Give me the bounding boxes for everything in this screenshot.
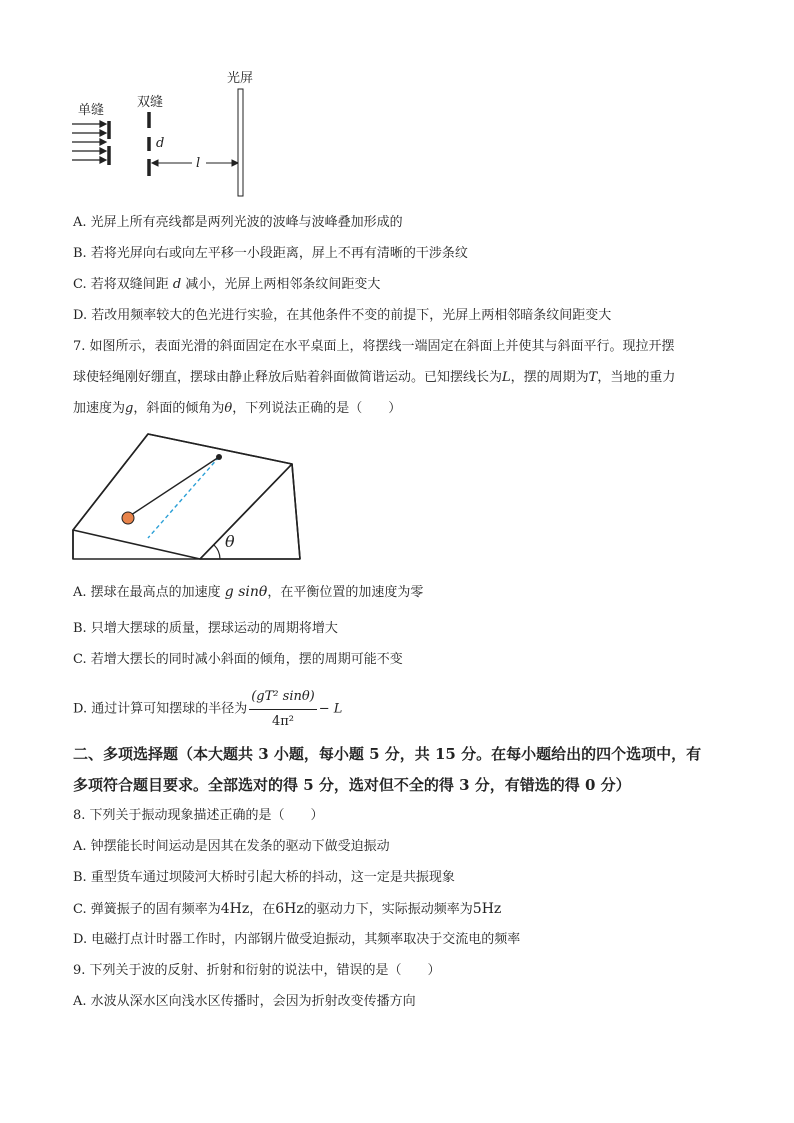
double-slit-figure — [70, 66, 270, 201]
q6-option-c — [73, 276, 380, 294]
single-slit-label: 单缝 — [78, 103, 105, 118]
q6-option-c-tail: 减小，光屏上两相邻条纹间距变大 — [185, 277, 381, 292]
q6-option-c-var: d — [172, 277, 182, 292]
q8-option-c-mid2: 的驱动力下，实际振动频率为 — [303, 902, 473, 917]
q9-option-a: A. 水波从深水区向浅水区传播时，会因为折射改变传播方向 — [73, 994, 416, 1009]
q6-option-b: B. 若将光屏向右或向左平移一小段距离，屏上不再有清晰的干涉条纹 — [73, 246, 468, 261]
q7-stem-line3-text: 加速度为 — [73, 401, 126, 416]
pivot-point — [216, 454, 222, 460]
theta-angle-arc — [214, 545, 220, 559]
pendulum-string — [128, 457, 219, 517]
q8-option-c-mid: ，在 — [249, 902, 276, 917]
light-screen — [238, 89, 243, 196]
fraction-numerator: (gT² sinθ) — [249, 686, 317, 710]
q7-option-a — [73, 583, 423, 602]
q8-freq-3: 5Hz — [472, 901, 502, 917]
q9-stem: 9. 下列关于波的反射、折射和衍射的说法中，错误的是（ ） — [73, 963, 441, 978]
q7-option-b: B. 只增大摆球的质量，摆球运动的周期将增大 — [73, 621, 338, 636]
q7-option-d-pre: D. 通过计算可知摆球的半径为 — [73, 701, 248, 717]
q7-option-d-post: − L — [318, 701, 343, 717]
q7-option-d — [73, 686, 342, 733]
screen-label: 光屏 — [227, 71, 254, 86]
q7-option-a-math: g sinθ — [224, 584, 268, 600]
q8-option-b: B. 重型货车通过坝陵河大桥时引起大桥的抖动，这一定是共振现象 — [73, 870, 455, 885]
d-label: d — [156, 136, 165, 151]
section2-heading-line1: 二、多项选择题（本大题共 3 小题，每小题 5 分，共 15 分。在每小题给出的四个选项中，有 — [73, 745, 702, 763]
section2-heading-line2: 多项符合题目要求。全部选对的得 5 分，选对但不全的得 3 分，有错选的得 0 分） — [73, 776, 631, 794]
q8-option-c-pre: C. 弹簧振子的固有频率为 — [73, 902, 221, 917]
q6-option-c-text: C. 若将双缝间距 — [73, 277, 169, 292]
q7-var-T: T — [588, 370, 598, 385]
q7-stem-line3-end: ，下列说法正确的是（ ） — [232, 401, 402, 416]
q8-option-c — [73, 900, 501, 919]
q7-stem-line3 — [73, 400, 401, 418]
double-slit-label: 双缝 — [137, 95, 164, 110]
q7-stem-line1: 7. 如图所示，表面光滑的斜面固定在水平桌面上，将摆线一端固定在斜面上并使其与斜面平行。现拉开摆 — [73, 339, 675, 354]
q8-option-a: A. 钟摆能长时间运动是因其在发条的驱动下做受迫振动 — [73, 839, 390, 854]
theta-label: θ — [225, 532, 235, 551]
q7-stem-line2 — [73, 369, 675, 387]
incline-pendulum-figure — [70, 428, 310, 563]
q7-stem-line2-text: 球使轻绳刚好绷直，摆球由静止释放后贴着斜面做简谐运动。已知摆线长为 — [73, 370, 503, 385]
q8-freq-2: 6Hz — [275, 901, 304, 917]
q8-stem: 8. 下列关于振动现象描述正确的是（ ） — [73, 808, 324, 823]
q7-option-c: C. 若增大摆长的同时减小斜面的倾角，摆的周期可能不变 — [73, 652, 403, 667]
q7-stem-line3-mid: ，斜面的倾角为 — [133, 401, 225, 416]
q7-stem-line2-end: ，当地的重力 — [597, 370, 676, 385]
l-label: l — [196, 156, 201, 171]
distance-arrow — [152, 160, 238, 166]
q7-option-a-post: ，在平衡位置的加速度为零 — [267, 585, 424, 600]
q7-var-theta: θ — [224, 401, 233, 416]
fraction-denominator: 4π² — [271, 714, 294, 729]
incident-light-arrows — [72, 121, 106, 163]
q7-var-L: L — [502, 370, 511, 385]
q7-stem-line2-mid: ，摆的周期为 — [510, 370, 589, 385]
q8-option-d: D. 电磁打点计时器工作时，内部钢片做受迫振动，其频率取决于交流电的频率 — [73, 932, 521, 947]
radius-fraction — [249, 686, 317, 733]
q6-option-d: D. 若改用频率较大的色光进行实验，在其他条件不变的前提下，光屏上两相邻暗条纹间距变大 — [73, 308, 612, 323]
pendulum-bob — [122, 512, 134, 524]
q6-option-a: A. 光屏上所有亮线都是两列光波的波峰与波峰叠加形成的 — [73, 215, 403, 230]
q7-option-a-pre: A. 摆球在最高点的加速度 — [73, 585, 221, 600]
incline-block — [73, 434, 300, 559]
q8-freq-1: 4Hz — [220, 901, 250, 917]
q7-var-g: g — [125, 401, 134, 416]
